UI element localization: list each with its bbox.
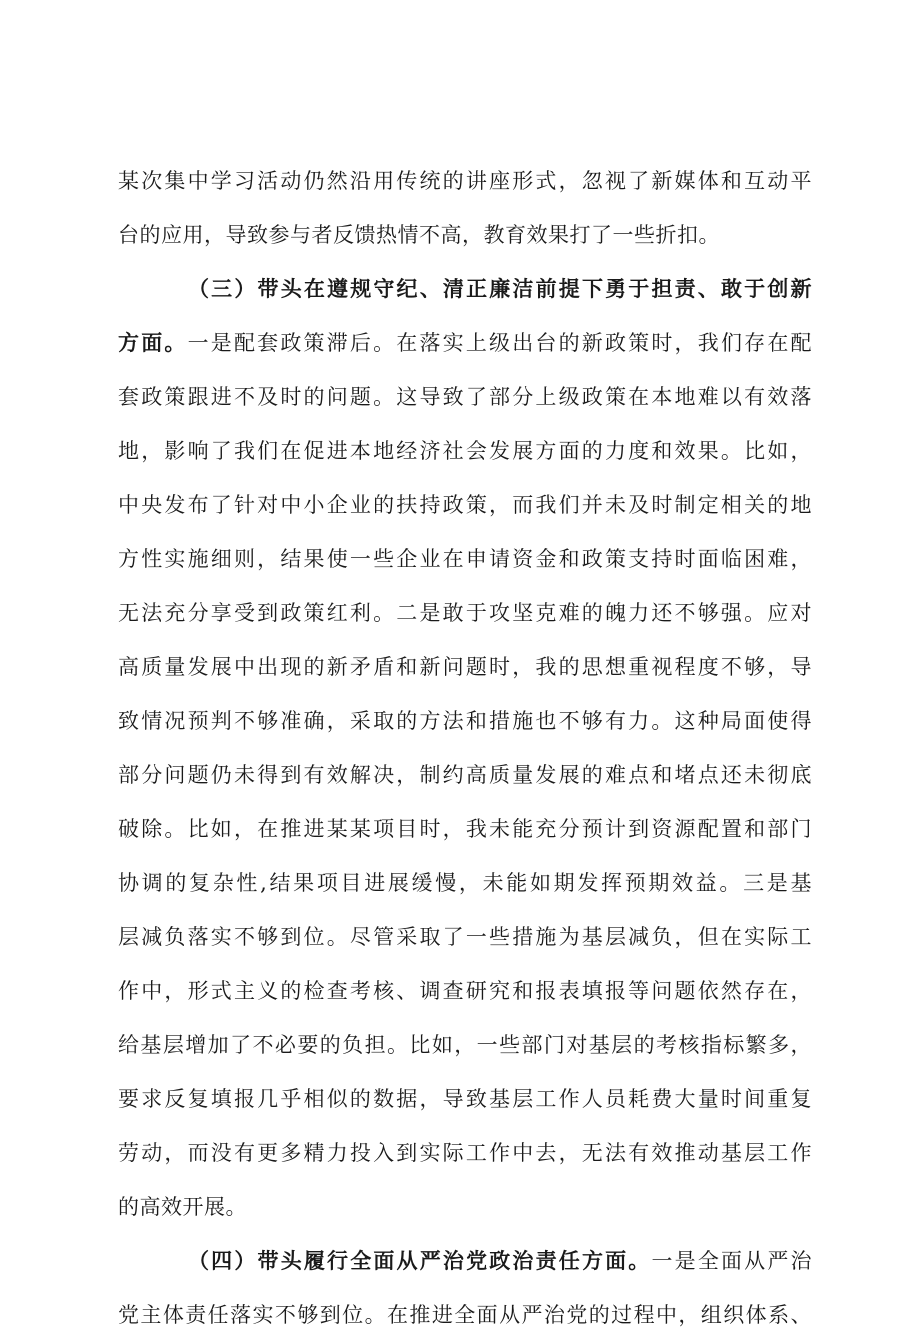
body-text: 层减负落实不够到位。尽管采取了一些措施为基层减负，但在实际工	[118, 925, 812, 949]
body-text: 地，影响了我们在促进本地经济社会发展方面的力度和效果。比如，	[118, 439, 812, 463]
text-line	[118, 262, 812, 316]
body-text: 党主体责任落实不够到位。在推进全面从严治党的过程中，组织体系、	[118, 1303, 812, 1327]
body-text: 某次集中学习活动仍然沿用传统的讲座形式，忽视了新媒体和互动平	[118, 169, 812, 193]
text-line	[118, 532, 812, 586]
body-text: 协调的复杂性,结果项目进展缓慢，未能如期发挥预期效益。三是基	[118, 871, 812, 895]
bold-heading-text: （四）带头履行全面从严治党政治责任方面。	[188, 1248, 652, 1273]
text-line	[118, 694, 812, 748]
body-text: 套政策跟进不及时的问题。这导致了部分上级政策在本地难以有效落	[118, 385, 812, 409]
text-line	[118, 208, 812, 262]
text-line	[118, 640, 812, 694]
text-line	[118, 802, 812, 856]
body-text: 台的应用，导致参与者反馈热情不高，教育效果打了一些折扣。	[118, 223, 720, 247]
text-line	[118, 910, 812, 964]
body-text: 一是配套政策滞后。在落实上级出台的新政策时，我们存在配	[187, 331, 812, 355]
paragraph	[118, 262, 812, 1234]
body-text: 要求反复填报几乎相似的数据，导致基层工作人员耗费大量时间重复	[118, 1087, 812, 1111]
text-line	[118, 1018, 812, 1072]
body-text: 破除。比如，在推进某某项目时，我未能充分预计到资源配置和部门	[118, 817, 812, 841]
text-line	[118, 748, 812, 802]
text-line	[118, 856, 812, 910]
text-line	[118, 1288, 812, 1342]
document-body	[118, 154, 812, 1342]
body-text: 致情况预判不够准确，采取的方法和措施也不够有力。这种局面使得	[118, 709, 812, 733]
paragraph	[118, 154, 812, 262]
body-text: 的高效开展。	[118, 1195, 247, 1219]
text-line	[118, 154, 812, 208]
text-line	[118, 964, 812, 1018]
text-line	[118, 316, 812, 370]
bold-heading-text: 方面。	[118, 330, 188, 355]
body-text: 作中，形式主义的检查考核、调查研究和报表填报等问题依然存在，	[118, 979, 812, 1003]
text-line	[118, 1234, 812, 1288]
text-line	[118, 370, 812, 424]
paragraph	[118, 1234, 812, 1342]
text-line	[118, 424, 812, 478]
body-text: 劳动，而没有更多精力投入到实际工作中去，无法有效推动基层工作	[118, 1141, 812, 1165]
body-text: 无法充分享受到政策红利。二是敢于攻坚克难的魄力还不够强。应对	[118, 601, 812, 625]
text-line	[118, 478, 812, 532]
body-text: 中央发布了针对中小企业的扶持政策，而我们并未及时制定相关的地	[118, 493, 812, 517]
text-line	[118, 1126, 812, 1180]
text-line	[118, 586, 812, 640]
body-text: 方性实施细则，结果使一些企业在申请资金和政策支持时面临困难，	[118, 547, 812, 571]
body-text: 给基层增加了不必要的负担。比如，一些部门对基层的考核指标繁多，	[118, 1033, 812, 1057]
bold-heading-text: （三）带头在遵规守纪、清正廉洁前提下勇于担责、敢于创新	[188, 276, 812, 301]
body-text: 一是全面从严治	[651, 1249, 812, 1273]
body-text: 部分问题仍未得到有效解决，制约高质量发展的难点和堵点还未彻底	[118, 763, 812, 787]
text-line	[118, 1180, 812, 1234]
body-text: 高质量发展中出现的新矛盾和新问题时，我的思想重视程度不够，导	[118, 655, 812, 679]
text-line	[118, 1072, 812, 1126]
